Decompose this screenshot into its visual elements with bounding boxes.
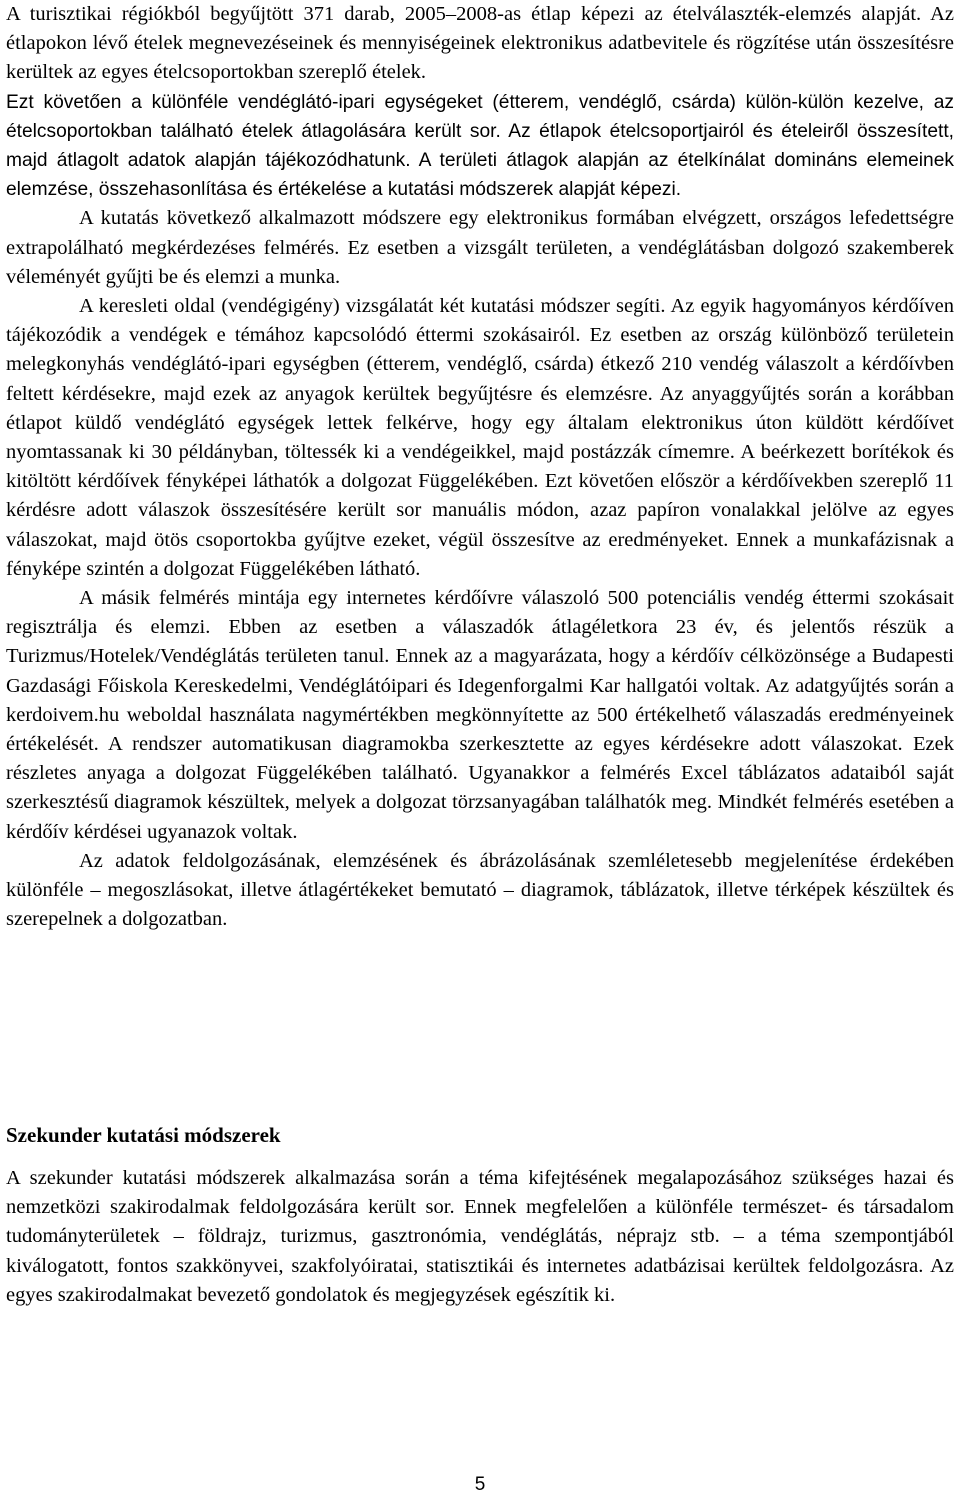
document-body bbox=[6, 0, 954, 935]
paragraph-visualization: Az adatok feldolgozásának, elemzésének és ábrázolásának szemléletesebb megjelenítése érdekében különféle – megoszlásokat, illetve átlagértékeket bemutató – diagramok, táblázatok, illetve térképek készültek és szerepelnek a dolgozatban. bbox=[6, 849, 954, 931]
section-heading: Szekunder kutatási módszerek bbox=[6, 1123, 281, 1147]
page-number: 5 bbox=[474, 1474, 486, 1495]
paragraph-demand-side: A keresleti oldal (vendégigény) vizsgálatát két kutatási módszer segíti. Az egyik hagyományos kérdőíven tájékozódik a vendégek e témához kapcsolódó éttermi szokásairól. Ez esetben az ország különböző területein melegkonyhás vendéglátó-ipari egységben (étterem, vendéglő, csárda) étkező 210 vendég válaszolt a kérdőívben feltett kérdésekre, majd ezek az anyagok kerültek begyűjtésre és elemzésre. Az anyaggyűjtés során a korábban étlapot küldő vendéglátó egységek lettek felkérve, hogy egy általam elektronikus úton küldött kérdőívet nyomtassanak ki 30 példányban, töltessék ki a vendégeikkel, majd postázzák címemre. A beérkezett borítékok és kitöltött kérdőívek fényképei láthatók a dolgozat Függelékében. Ezt követően először a kérdőívekben szereplő 11 kérdésre adott válaszok összesítésére került sor manuális módon, azaz papíron vonalakkal jelölve az egyes válaszokat, majd ötös csoportokba gyűjtve ezeket, végül összesítve az eredményeket. Ennek a munkafázisnak a fényképe szintén a dolgozat Függelékében látható. bbox=[6, 295, 954, 580]
paragraph-averaging: Ezt követően a különféle vendéglátó-ipari egységeket (étterem, vendéglő, csárda) külön-külön kezelve, az ételcsoportokban található ételek átlagolására került sor. Az étlapok ételcsoportjairól és ételeiről összesített, majd átlagolt adatok alapján tájékozódhatunk. A területi átlagok alapján az ételkínálat domináns elemeinek elemzése, összehasonlítása és értékelése a kutatási módszerek alapját képezi. bbox=[6, 91, 954, 201]
paragraph-online-survey: A másik felmérés mintája egy internetes kérdőívre válaszoló 500 potenciális vendég éttermi szokásait regisztrálja és elemzi. Ebben az esetben a válaszadók átlagéletkora 23 év, és jelentős részük a Turizmus/Hotelek/Vendéglátás területen tanul. Ennek az a magyarázata, hogy a kérdőív célközönsége a Budapesti Gazdasági Főiskola Kereskedelmi, Vendéglátóipari és Idegenforgalmi Kar hallgatói voltak. Az adatgyűjtés során a kerdoivem.hu weboldal használata nagymértékben megkönnyítette az 500 értékelhető válaszadás eredményeinek értékelését. A rendszer automatikusan diagramokba szerkesztette az egyes kérdésekre adott válaszokat. Ezek részletes anyaga a dolgozat Függelékében található. Ugyanakkor a felmérés Excel táblázatos adataiból saját szerkesztésű diagramok készültek, melyek a dolgozat törzsanyagában találhatók meg. Mindkét felmérés esetében a kérdőív kérdései ugyanazok voltak. bbox=[6, 587, 954, 843]
paragraph-secondary-methods: A szekunder kutatási módszerek alkalmazása során a téma kifejtésének megalapozásához szükséges hazai és nemzetközi szakirodalmak feldolgozására került sor. Ennek megfelelően a különféle természet- és társadalom tudományterületek – földrajz, turizmus, gasztronómia, vendéglátás, néprajz stb. – a téma szempontjából kiválogatott, fontos szakkönyvei, szakfolyóiratai, statisztikái és internetes adatbázisai kerültek feldolgozásra. Az egyes szakirodalmakat bevezető gondolatok és megjegyzések egészítik ki. bbox=[6, 1167, 954, 1306]
paragraph-survey-method: A kutatás következő alkalmazott módszere egy elektronikus formában elvégzett, országos lefedettségre extrapolálható megkérdezéses felmérés. Ez esetben a vizsgált területen, a vendéglátásban dolgozó szakemberek véleményét gyűjti be és elemzi a munka. bbox=[6, 207, 954, 288]
secondary-methods-section bbox=[6, 1164, 954, 1310]
paragraph-intro: A turisztikai régiókból begyűjtött 371 darab, 2005–2008-as étlap képezi az ételválaszték-elemzés alapját. Az étlapokon lévő ételek megnevezéseinek és mennyiségeinek elektronikus adatbevitele és rögzítése után összesítésre kerültek az egyes ételcsoportokban szereplő ételek. bbox=[6, 3, 954, 84]
